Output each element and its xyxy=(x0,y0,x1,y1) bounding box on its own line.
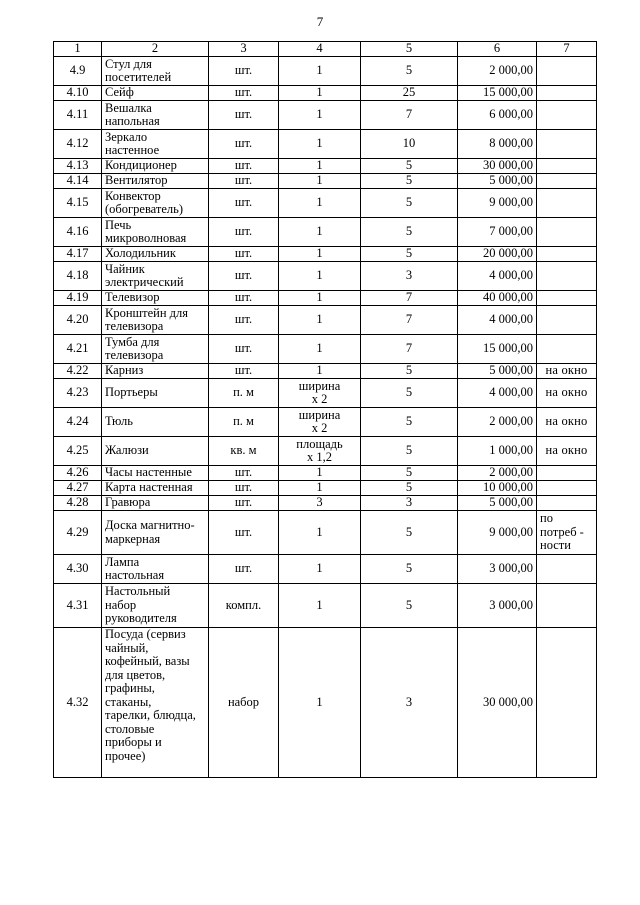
term-cell: 5 xyxy=(361,481,458,496)
header-row xyxy=(54,42,597,57)
row-number-cell: 4.22 xyxy=(54,364,102,379)
row-number-cell: 4.28 xyxy=(54,496,102,511)
item-name-cell: Вентилятор xyxy=(102,174,209,189)
term-cell: 5 xyxy=(361,584,458,628)
term-cell: 5 xyxy=(361,159,458,174)
unit-cell: п. м xyxy=(209,379,279,408)
item-name-cell: Карта настенная xyxy=(102,481,209,496)
price-cell: 2 000,00 xyxy=(458,408,537,437)
quantity-cell: 1 xyxy=(279,262,361,291)
unit-cell: кв. м xyxy=(209,437,279,466)
header-cell: 2 xyxy=(102,42,209,57)
term-cell: 7 xyxy=(361,306,458,335)
note-cell xyxy=(537,101,597,130)
price-cell: 7 000,00 xyxy=(458,218,537,247)
item-name-cell: Чайник электрический xyxy=(102,262,209,291)
unit-cell: компл. xyxy=(209,584,279,628)
item-name-cell: Посуда (сервиз чайный, кофейный, вазы для цветов, графины, стаканы, тарелки, блюдца, столовые приборы и прочее) xyxy=(102,628,209,778)
quantity-cell: 1 xyxy=(279,511,361,555)
item-name-cell: Гравюра xyxy=(102,496,209,511)
unit-cell: шт. xyxy=(209,306,279,335)
table-row xyxy=(54,555,597,584)
table-row xyxy=(54,218,597,247)
row-number-cell: 4.24 xyxy=(54,408,102,437)
note-cell xyxy=(537,218,597,247)
quantity-cell: 1 xyxy=(279,466,361,481)
note-cell xyxy=(537,159,597,174)
price-cell: 10 000,00 xyxy=(458,481,537,496)
price-cell: 4 000,00 xyxy=(458,306,537,335)
price-cell: 5 000,00 xyxy=(458,174,537,189)
quantity-cell: 1 xyxy=(279,247,361,262)
quantity-cell: 1 xyxy=(279,101,361,130)
table-row xyxy=(54,496,597,511)
header-cell: 6 xyxy=(458,42,537,57)
table-row xyxy=(54,189,597,218)
term-cell: 5 xyxy=(361,364,458,379)
table-row xyxy=(54,466,597,481)
row-number-cell: 4.17 xyxy=(54,247,102,262)
quantity-cell: 1 xyxy=(279,174,361,189)
table-row xyxy=(54,247,597,262)
term-cell: 5 xyxy=(361,174,458,189)
price-cell: 30 000,00 xyxy=(458,628,537,778)
note-cell xyxy=(537,189,597,218)
price-cell: 5 000,00 xyxy=(458,364,537,379)
header-cell: 3 xyxy=(209,42,279,57)
unit-cell: шт. xyxy=(209,262,279,291)
item-name-cell: Кронштейн для телевизора xyxy=(102,306,209,335)
unit-cell: набор xyxy=(209,628,279,778)
note-cell: на окно xyxy=(537,437,597,466)
table-row xyxy=(54,437,597,466)
quantity-cell: 1 xyxy=(279,189,361,218)
item-name-cell: Лампа настольная xyxy=(102,555,209,584)
equipment-table xyxy=(53,41,597,778)
term-cell: 7 xyxy=(361,101,458,130)
note-cell: на окно xyxy=(537,379,597,408)
row-number-cell: 4.31 xyxy=(54,584,102,628)
term-cell: 5 xyxy=(361,437,458,466)
item-name-cell: Телевизор xyxy=(102,291,209,306)
term-cell: 5 xyxy=(361,379,458,408)
quantity-cell: 1 xyxy=(279,555,361,584)
quantity-cell: 1 xyxy=(279,584,361,628)
quantity-cell: 1 xyxy=(279,218,361,247)
term-cell: 10 xyxy=(361,130,458,159)
note-cell xyxy=(537,496,597,511)
item-name-cell: Жалюзи xyxy=(102,437,209,466)
note-cell xyxy=(537,130,597,159)
term-cell: 7 xyxy=(361,291,458,306)
row-number-cell: 4.10 xyxy=(54,86,102,101)
note-cell xyxy=(537,306,597,335)
table-row xyxy=(54,262,597,291)
item-name-cell: Стул для посетителей xyxy=(102,57,209,86)
unit-cell: шт. xyxy=(209,481,279,496)
table-row xyxy=(54,408,597,437)
term-cell: 3 xyxy=(361,262,458,291)
unit-cell: шт. xyxy=(209,159,279,174)
price-cell: 8 000,00 xyxy=(458,130,537,159)
item-name-cell: Конвектор (обогреватель) xyxy=(102,189,209,218)
table-row xyxy=(54,306,597,335)
price-cell: 2 000,00 xyxy=(458,57,537,86)
table-row xyxy=(54,291,597,306)
unit-cell: шт. xyxy=(209,218,279,247)
quantity-cell: ширина х 2 xyxy=(279,408,361,437)
note-cell: по потреб - ности xyxy=(537,511,597,555)
unit-cell: шт. xyxy=(209,86,279,101)
term-cell: 5 xyxy=(361,189,458,218)
price-cell: 9 000,00 xyxy=(458,189,537,218)
quantity-cell: 1 xyxy=(279,481,361,496)
quantity-cell: 1 xyxy=(279,159,361,174)
row-number-cell: 4.11 xyxy=(54,101,102,130)
price-cell: 3 000,00 xyxy=(458,584,537,628)
note-cell xyxy=(537,262,597,291)
quantity-cell: 1 xyxy=(279,130,361,159)
table-row xyxy=(54,86,597,101)
term-cell: 5 xyxy=(361,555,458,584)
price-cell: 4 000,00 xyxy=(458,379,537,408)
table-row xyxy=(54,130,597,159)
price-cell: 1 000,00 xyxy=(458,437,537,466)
note-cell xyxy=(537,555,597,584)
quantity-cell: 1 xyxy=(279,291,361,306)
item-name-cell: Кондиционер xyxy=(102,159,209,174)
term-cell: 5 xyxy=(361,218,458,247)
price-cell: 30 000,00 xyxy=(458,159,537,174)
note-cell xyxy=(537,481,597,496)
quantity-cell: 1 xyxy=(279,57,361,86)
item-name-cell: Сейф xyxy=(102,86,209,101)
note-cell xyxy=(537,335,597,364)
row-number-cell: 4.26 xyxy=(54,466,102,481)
price-cell: 2 000,00 xyxy=(458,466,537,481)
row-number-cell: 4.23 xyxy=(54,379,102,408)
unit-cell: шт. xyxy=(209,496,279,511)
item-name-cell: Карниз xyxy=(102,364,209,379)
item-name-cell: Портьеры xyxy=(102,379,209,408)
note-cell xyxy=(537,291,597,306)
row-number-cell: 4.15 xyxy=(54,189,102,218)
row-number-cell: 4.20 xyxy=(54,306,102,335)
note-cell xyxy=(537,86,597,101)
note-cell xyxy=(537,466,597,481)
table-row xyxy=(54,335,597,364)
table-row xyxy=(54,584,597,628)
unit-cell: шт. xyxy=(209,57,279,86)
term-cell: 5 xyxy=(361,247,458,262)
quantity-cell: 1 xyxy=(279,364,361,379)
note-cell: на окно xyxy=(537,408,597,437)
note-cell xyxy=(537,57,597,86)
unit-cell: шт. xyxy=(209,247,279,262)
price-cell: 40 000,00 xyxy=(458,291,537,306)
item-name-cell: Тюль xyxy=(102,408,209,437)
price-cell: 6 000,00 xyxy=(458,101,537,130)
unit-cell: шт. xyxy=(209,291,279,306)
table-row xyxy=(54,628,597,778)
page-number: 7 xyxy=(316,14,324,29)
quantity-cell: ширина х 2 xyxy=(279,379,361,408)
unit-cell: шт. xyxy=(209,364,279,379)
item-name-cell: Доска магнитно- маркерная xyxy=(102,511,209,555)
note-cell xyxy=(537,174,597,189)
table-row xyxy=(54,481,597,496)
header-cell: 7 xyxy=(537,42,597,57)
unit-cell: шт. xyxy=(209,555,279,584)
row-number-cell: 4.12 xyxy=(54,130,102,159)
price-cell: 20 000,00 xyxy=(458,247,537,262)
item-name-cell: Зеркало настенное xyxy=(102,130,209,159)
quantity-cell: 1 xyxy=(279,628,361,778)
table-row xyxy=(54,174,597,189)
header-cell: 4 xyxy=(279,42,361,57)
unit-cell: шт. xyxy=(209,189,279,218)
unit-cell: шт. xyxy=(209,130,279,159)
term-cell: 5 xyxy=(361,408,458,437)
row-number-cell: 4.13 xyxy=(54,159,102,174)
note-cell xyxy=(537,628,597,778)
price-cell: 3 000,00 xyxy=(458,555,537,584)
row-number-cell: 4.21 xyxy=(54,335,102,364)
note-cell: на окно xyxy=(537,364,597,379)
term-cell: 5 xyxy=(361,466,458,481)
item-name-cell: Холодильник xyxy=(102,247,209,262)
term-cell: 3 xyxy=(361,496,458,511)
row-number-cell: 4.25 xyxy=(54,437,102,466)
header-cell: 1 xyxy=(54,42,102,57)
unit-cell: шт. xyxy=(209,101,279,130)
price-cell: 5 000,00 xyxy=(458,496,537,511)
table-row xyxy=(54,379,597,408)
price-cell: 15 000,00 xyxy=(458,335,537,364)
item-name-cell: Вешалка напольная xyxy=(102,101,209,130)
note-cell xyxy=(537,584,597,628)
unit-cell: шт. xyxy=(209,174,279,189)
row-number-cell: 4.9 xyxy=(54,57,102,86)
term-cell: 3 xyxy=(361,628,458,778)
quantity-cell: площадь х 1,2 xyxy=(279,437,361,466)
row-number-cell: 4.16 xyxy=(54,218,102,247)
unit-cell: шт. xyxy=(209,466,279,481)
item-name-cell: Часы настенные xyxy=(102,466,209,481)
quantity-cell: 1 xyxy=(279,335,361,364)
item-name-cell: Тумба для телевизора xyxy=(102,335,209,364)
price-cell: 9 000,00 xyxy=(458,511,537,555)
unit-cell: шт. xyxy=(209,511,279,555)
table-body xyxy=(54,42,597,778)
row-number-cell: 4.30 xyxy=(54,555,102,584)
price-cell: 15 000,00 xyxy=(458,86,537,101)
quantity-cell: 3 xyxy=(279,496,361,511)
item-name-cell: Настольный набор руководителя xyxy=(102,584,209,628)
unit-cell: п. м xyxy=(209,408,279,437)
table-row xyxy=(54,57,597,86)
table-row xyxy=(54,159,597,174)
header-cell: 5 xyxy=(361,42,458,57)
note-cell xyxy=(537,247,597,262)
row-number-cell: 4.18 xyxy=(54,262,102,291)
unit-cell: шт. xyxy=(209,335,279,364)
term-cell: 25 xyxy=(361,86,458,101)
quantity-cell: 1 xyxy=(279,306,361,335)
item-name-cell: Печь микроволновая xyxy=(102,218,209,247)
row-number-cell: 4.27 xyxy=(54,481,102,496)
row-number-cell: 4.14 xyxy=(54,174,102,189)
term-cell: 5 xyxy=(361,57,458,86)
table-row xyxy=(54,364,597,379)
term-cell: 7 xyxy=(361,335,458,364)
quantity-cell: 1 xyxy=(279,86,361,101)
term-cell: 5 xyxy=(361,511,458,555)
price-cell: 4 000,00 xyxy=(458,262,537,291)
row-number-cell: 4.19 xyxy=(54,291,102,306)
table-row xyxy=(54,511,597,555)
row-number-cell: 4.29 xyxy=(54,511,102,555)
row-number-cell: 4.32 xyxy=(54,628,102,778)
table-row xyxy=(54,101,597,130)
